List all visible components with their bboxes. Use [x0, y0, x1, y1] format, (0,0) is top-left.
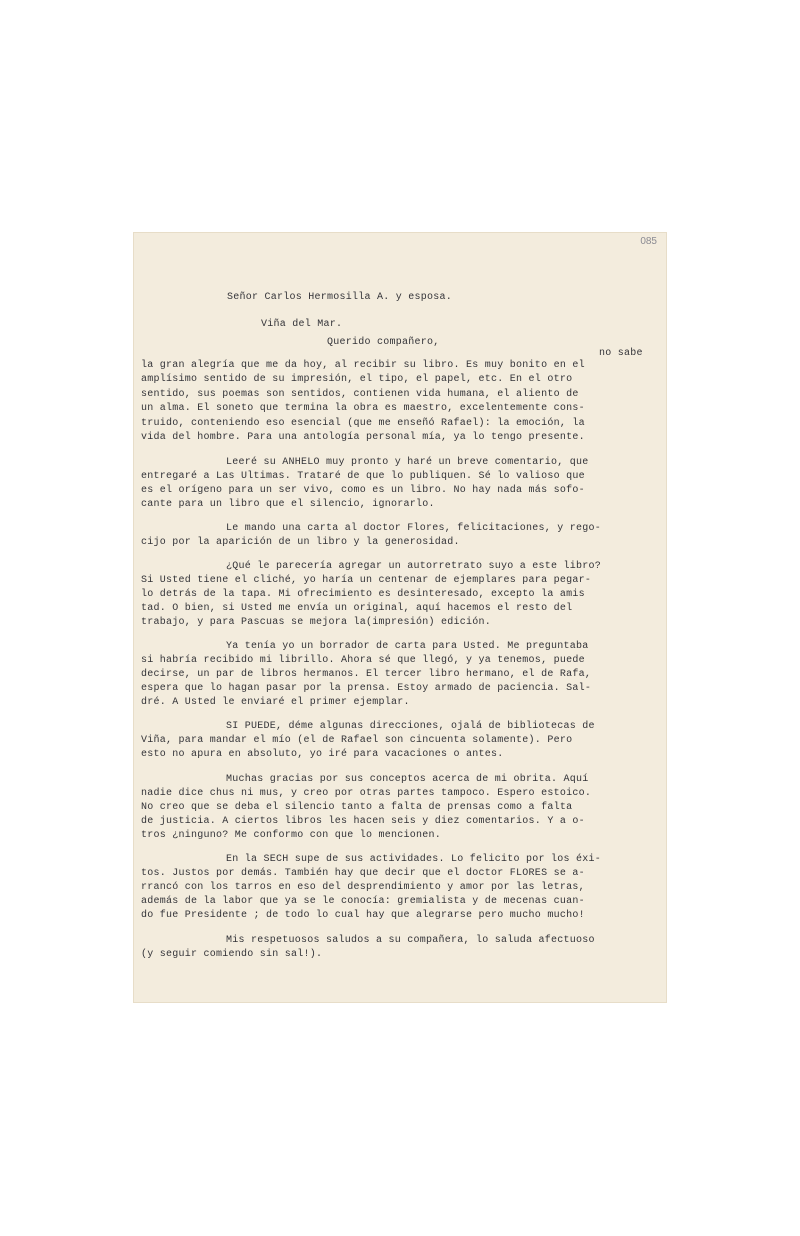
page-folio-number: 085: [640, 236, 657, 247]
letter-line: ¿Qué le parecería agregar un autorretrato suyo a este libro?: [226, 561, 602, 572]
letter-line: tos. Justos por demás. También hay que decir que el doctor FLORES se a-: [141, 868, 585, 879]
letter-line: cante para un libro que el silencio, ignorarlo.: [141, 499, 435, 510]
letter-line: Viña, para mandar el mío (el de Rafael son cincuenta solamente). Pero: [141, 735, 573, 746]
letter-line: (y seguir comiendo sin sal!).: [141, 949, 323, 960]
letter-line: Leeré su ANHELO muy pronto y haré un breve comentario, que: [226, 457, 589, 468]
letter-line: es el orígeno para un ser vivo, como es un libro. No hay nada más sofo-: [141, 485, 585, 496]
letter-line: no sabe: [599, 348, 643, 359]
letter-line: amplísimo sentido de su impresión, el tipo, el papel, etc. En el otro: [141, 374, 573, 385]
letter-line: dré. A Usted le enviaré el primer ejemplar.: [141, 697, 410, 708]
letter-line: Ya tenía yo un borrador de carta para Usted. Me preguntaba: [226, 641, 589, 652]
letter-line: tros ¿ninguno? Me conformo con que lo mencionen.: [141, 830, 442, 841]
letter-line: rrancó con los tarros en eso del desprendimiento y amor por las letras,: [141, 882, 585, 893]
letter-line: Si Usted tiene el cliché, yo haría un centenar de ejemplares para pegar-: [141, 575, 592, 586]
letter-line: Le mando una carta al doctor Flores, felicitaciones, y rego-: [226, 523, 602, 534]
letter-line: la gran alegría que me da hoy, al recibir su libro. Es muy bonito en el: [141, 360, 585, 371]
letter-line: Querido compañero,: [327, 337, 440, 348]
letter-line: tad. O bien, si Usted me envía un original, aquí hacemos el resto del: [141, 603, 573, 614]
letter-line: do fue Presidente ; de todo lo cual hay que alegrarse pero mucho mucho!: [141, 910, 585, 921]
letter-line: esto no apura en absoluto, yo iré para vacaciones o antes.: [141, 749, 504, 760]
letter-line: Mis respetuosos saludos a su compañera, lo saluda afectuoso: [226, 935, 595, 946]
letter-line: Viña del Mar.: [261, 319, 343, 330]
letter-line: Señor Carlos Hermosilla A. y esposa.: [227, 292, 453, 303]
letter-line: En la SECH supe de sus actividades. Lo felicito por los éxi-: [226, 854, 602, 865]
letter-line: trabajo, y para Pascuas se mejora la(impresión) edición.: [141, 617, 492, 628]
letter-line: SI PUEDE, déme algunas direcciones, ojalá de bibliotecas de: [226, 721, 595, 732]
letter-line: lo detrás de la tapa. Mi ofrecimiento es desinteresado, excepto la amis: [141, 589, 585, 600]
letter-line: un alma. El soneto que termina la obra es maestro, excelentemente cons-: [141, 403, 585, 414]
letter-line: nadie dice chus ni mus, y creo por otras partes tampoco. Espero estoico.: [141, 788, 592, 799]
letter-line: No creo que se deba el silencio tanto a falta de prensas como a falta: [141, 802, 573, 813]
letter-line: truido, conteniendo eso esencial (que me enseñó Rafael): la emoción, la: [141, 418, 585, 429]
letter-line: si habría recibido mi librillo. Ahora sé que llegó, y ya tenemos, puede: [141, 655, 585, 666]
letter-sheet: [133, 232, 667, 1003]
letter-line: entregaré a Las Ultimas. Trataré de que lo publiquen. Sé lo valioso que: [141, 471, 585, 482]
letter-line: cijo por la aparición de un libro y la generosidad.: [141, 537, 460, 548]
letter-line: de justicia. A ciertos libros les hacen seis y diez comentarios. Y a o-: [141, 816, 585, 827]
letter-line: decirse, un par de libros hermanos. El tercer libro hermano, el de Rafa,: [141, 669, 592, 680]
letter-line: Muchas gracias por sus conceptos acerca de mi obrita. Aquí: [226, 774, 589, 785]
letter-line: vida del hombre. Para una antología personal mía, ya lo tengo presente.: [141, 432, 585, 443]
letter-line: espera que lo hagan pasar por la prensa. Estoy armado de paciencia. Sal-: [141, 683, 592, 694]
letter-line: además de la labor que ya se le conocía: gremialista y de mecenas cuan-: [141, 896, 585, 907]
letter-line: sentido, sus poemas son sentidos, contienen vida humana, el aliento de: [141, 389, 579, 400]
